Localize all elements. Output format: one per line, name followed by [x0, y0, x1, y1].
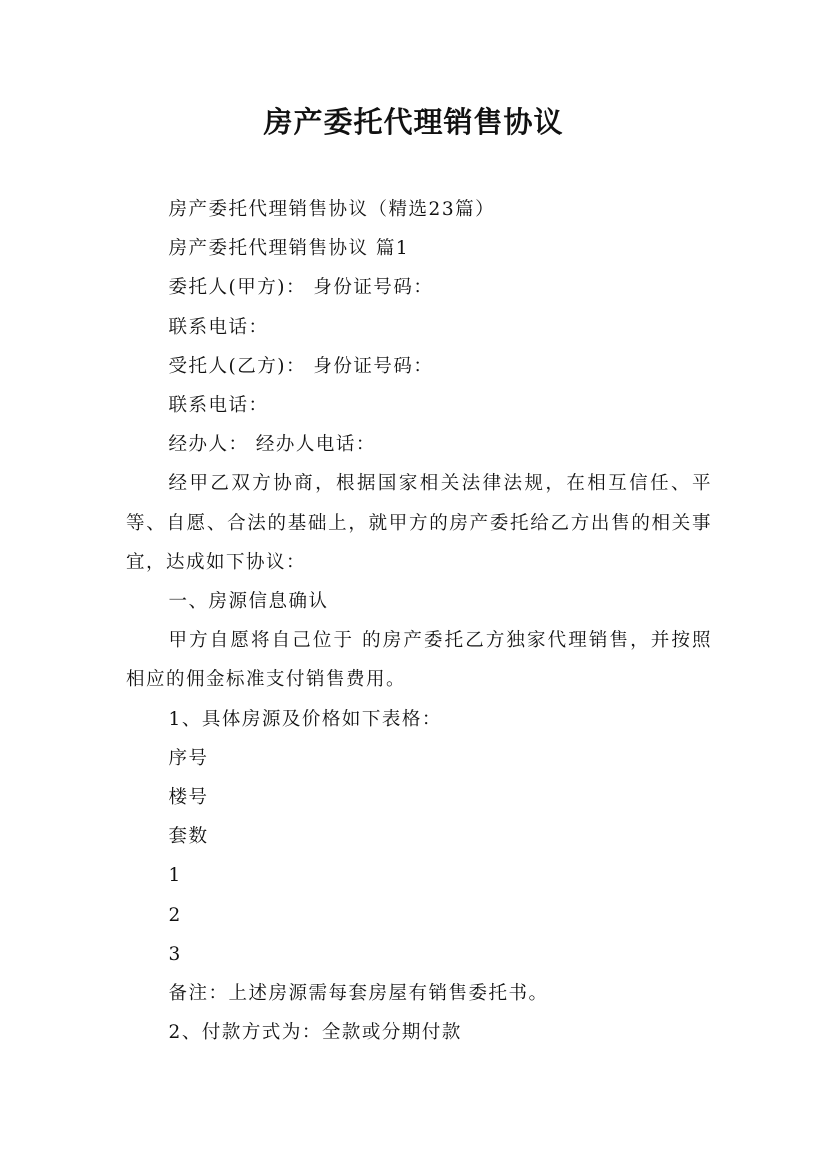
paragraph: 房产委托代理销售协议 篇1	[168, 238, 410, 260]
paragraph: 2、付款方式为：全款或分期付款	[168, 1022, 462, 1044]
document-body	[126, 190, 712, 1052]
paragraph: 甲方自愿将自己位于 的房产委托乙方独家代理销售，并按照相应的佣金标准支付销售费用。	[126, 630, 712, 691]
paragraph: 一、房源信息确认	[168, 591, 329, 613]
paragraph: 楼号	[168, 787, 209, 809]
paragraph: 房产委托代理销售协议（精选23篇）	[168, 199, 496, 220]
paragraph: 2	[168, 904, 182, 926]
paragraph: 受托人(乙方)： 身份证号码：	[168, 355, 434, 377]
paragraph: 经办人： 经办人电话：	[168, 434, 376, 456]
paragraph: 委托人(甲方)： 身份证号码：	[168, 277, 434, 299]
paragraph: 备注：上述房源需每套房屋有销售委托书。	[168, 983, 549, 1005]
paragraph: 联系电话：	[168, 395, 269, 417]
paragraph: 1	[168, 865, 182, 887]
paragraph: 联系电话：	[168, 316, 269, 338]
document-title: 房产委托代理销售协议	[263, 105, 564, 139]
paragraph: 1、具体房源及价格如下表格：	[168, 708, 442, 730]
paragraph: 经甲乙双方协商，根据国家相关法律法规，在相互信任、平等、自愿、合法的基础上，就甲方的房产委托给乙方出售的相关事宜，达成如下协议：	[126, 473, 712, 573]
paragraph: 3	[168, 943, 182, 965]
paragraph: 套数	[168, 826, 209, 848]
paragraph: 序号	[168, 747, 209, 769]
